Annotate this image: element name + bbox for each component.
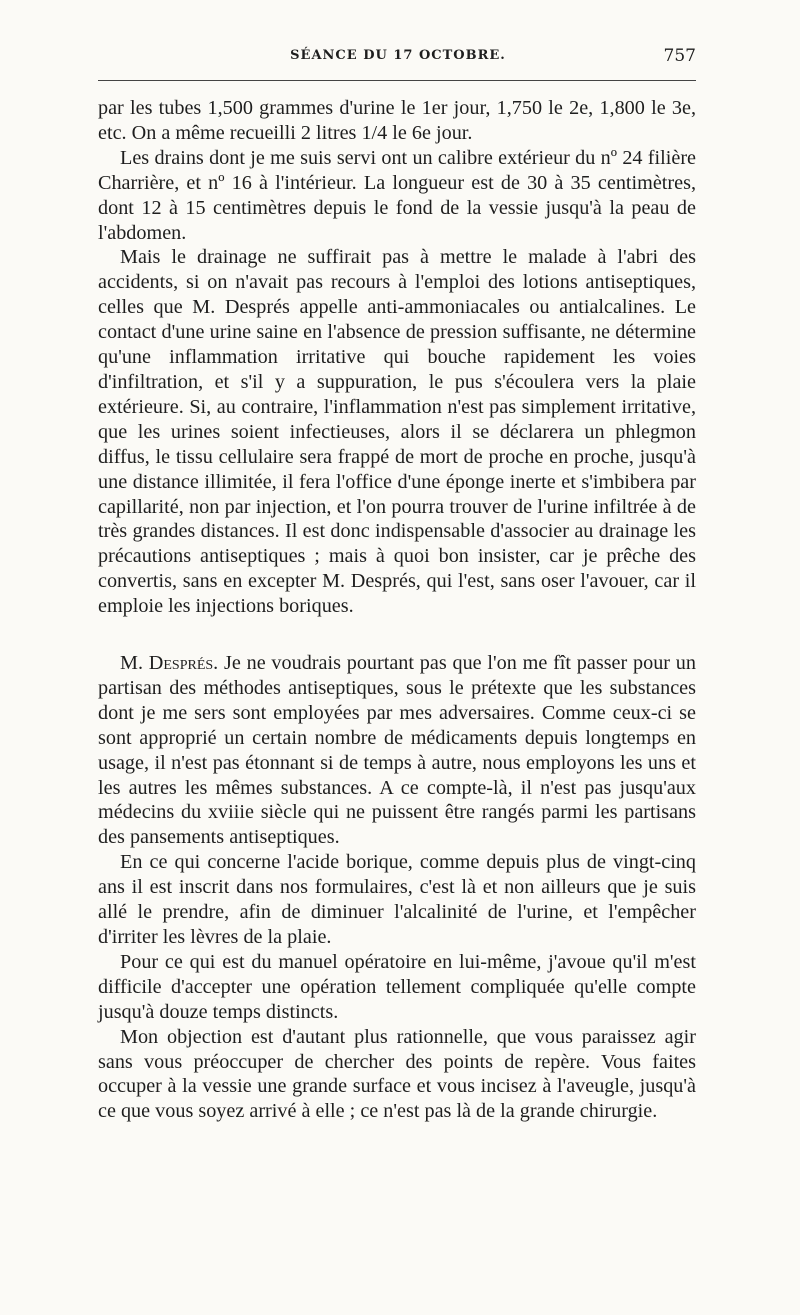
running-head: SÉANCE DU 17 OCTOBRE. <box>290 48 506 63</box>
paragraph-4 <box>98 651 696 850</box>
page-number: 757 <box>663 46 696 66</box>
page-header <box>98 44 698 74</box>
paragraph-7: Mon objection est d'autant plus rationnelle, que vous paraissez agir sans vous préoccuper de chercher des points de repère. Vous faites occuper à la vessie une grande surface et vous incisez à l'aveugle, jusqu'à ce que vous soyez arrivé à elle ; ce n'est pas là de la grande chirurgie. <box>98 1025 696 1123</box>
paragraph-5: En ce qui concerne l'acide borique, comme depuis plus de vingt-cinq ans il est inscrit dans nos formulaires, c'est là et non ailleurs que je suis allé le prendre, afin de diminuer l'alcalinité de l'urine, et l'empêcher d'irriter les lèvres de la plaie. <box>98 851 696 948</box>
speaker-name: M. Després. <box>120 652 219 675</box>
paragraph-6: Pour ce qui est du manuel opératoire en lui-même, j'avoue qu'il m'est difficile d'accepter une opération tellement compliquée qu'elle compte jusqu'à douze temps distincts. <box>98 950 696 1023</box>
header-rule <box>98 80 696 81</box>
paragraph-3: Mais le drainage ne suffirait pas à mettre le malade à l'abri des accidents, si on n'avait pas recours à l'emploi des lotions antiseptiques, celles que M. Després appelle anti-ammoniacales ou antialcalines. Le contact d'une urine saine en l'absence de pression suffisante, ne détermine qu'une inflammation irritative qui bouche rapidement les voies d'infiltration, et s'il y a suppuration, le pus s'écoulera vers la plaie extérieure. Si, au contraire, l'inflammation n'est pas simplement irritative, que les urines soient infectieuses, alors il se déclarera un phlegmon diffus, le tissu cellulaire sera frappé de mort de proche en proche, jusqu'à une distance illimitée, il fera l'office d'une éponge inerte et s'imbibera par capillarité, non par injection, et l'on pourra trouver de l'urine infiltrée à de très grandes distances. Il est donc indispensable d'associer au drainage les précautions antiseptiques ; mais à quoi bon insister, car je prêche des convertis, sans en excepter M. Després, qui l'est, sans oser l'avouer, car il emploie les injections boriques. <box>98 246 696 618</box>
body-text <box>98 96 696 1124</box>
paragraph-4-text: Je ne voudrais pourtant pas que l'on me fît passer pour un partisan des méthodes antiseptiques, sous le prétexte que les substances dont je me sers sont employées par mes adversaires. Comme ceux-ci se sont approprié un certain nombre de médicaments depuis longtemps en usage, il n'est pas étonnant si de temps à autre, nous employons les uns et les autres les mêmes substances. A ce compte-là, il n'est pas jusqu'aux médecins du xviiie siècle qui ne puissent être rangés parmi les partisans des pansements antiseptiques. <box>98 652 696 849</box>
paragraph-1: par les tubes 1,500 grammes d'urine le 1er jour, 1,750 le 2e, 1,800 le 3e, etc. On a même recueilli 2 litres 1/4 le 6e jour. <box>98 97 696 144</box>
paragraph-2: Les drains dont je me suis servi ont un calibre extérieur du nº 24 filière Charrière, et nº 16 à l'intérieur. La longueur est de 30 à 35 centimètres, dont 12 à 15 centimètres depuis le fond de la vessie jusqu'à la peau de l'abdomen. <box>98 146 696 244</box>
